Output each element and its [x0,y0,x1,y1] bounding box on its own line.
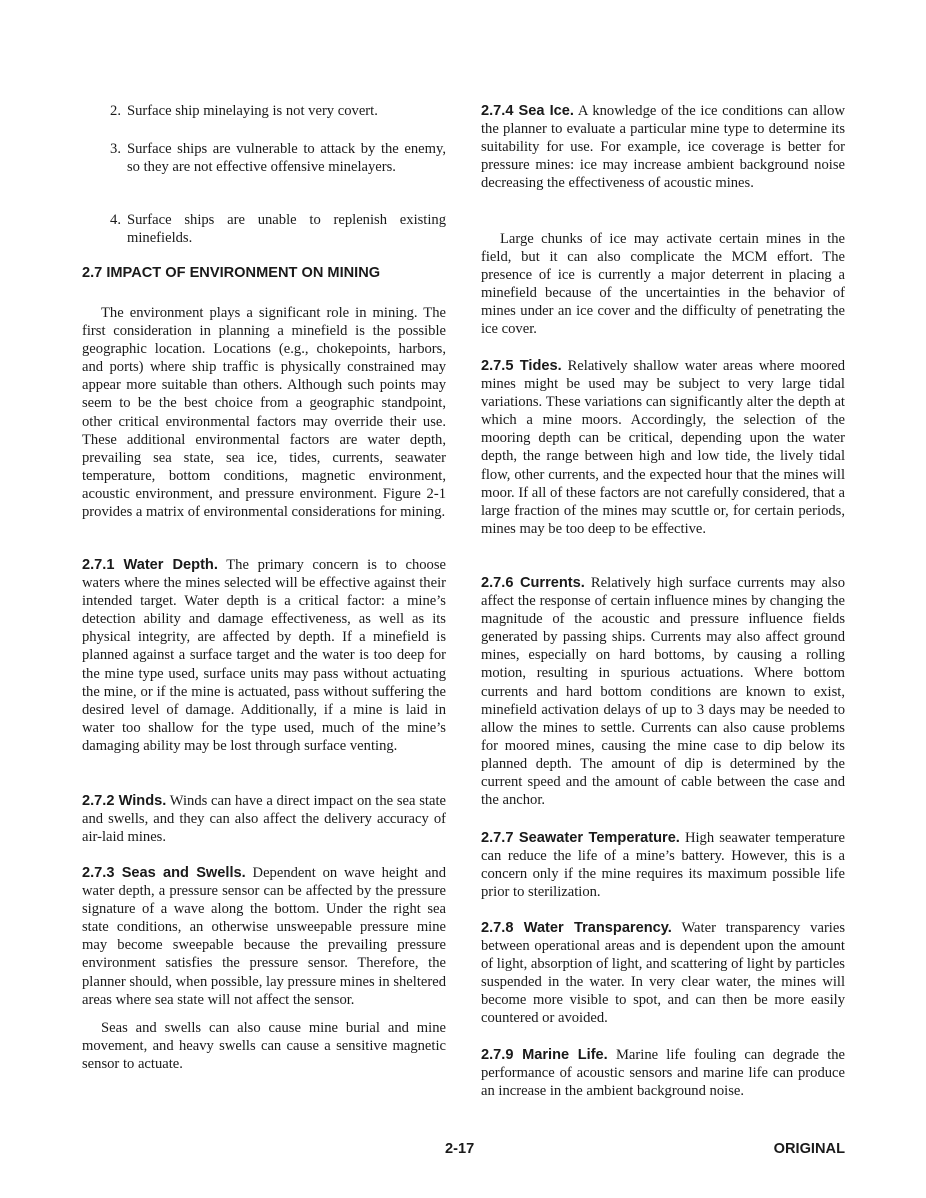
paragraph-winds [82,792,446,846]
paragraph-seawater-temperature [481,829,845,901]
paragraph-text: Marine life fouling can degrade the performance of acoustic sensors and marine life can produce an increase in the ambient background noise. [481,1047,845,1100]
subheading: 2.7.9 Marine Life. [481,1047,608,1063]
subheading: 2.7.8 Water Transparency. [481,920,672,936]
list-number: 2. [110,103,121,119]
paragraph-water-depth [82,556,446,755]
paragraph-text: Water transparency varies between operational areas and is dependent upon the amount of light, absorption of light, and scattering of light by particles suspended in the water. In very clear water, the mines will become more visible to spot, and can then be more easily countered or avoided. [481,920,846,1027]
list-item [82,140,446,176]
paragraph-text: Dependent on wave height and water depth, a pressure sensor can be affected by the pressure signature of a wave along the bottom. Under the right sea state conditions, an otherwise unsweepable pressure mine may become sweepable because the prevailing pressure environment satisfies the pressure sensor. Therefore, the planner should, when possible, lay pressure mines in sheltered areas where sea state will not affect the sensor. [82,865,446,1008]
list-item [82,211,446,247]
subheading: 2.7.3 Seas and Swells. [82,865,246,881]
page-number: 2-17 [445,1141,475,1157]
section-heading: 2.7 IMPACT OF ENVIRONMENT ON MINING [82,265,381,281]
paragraph-sea-ice-2: Large chunks of ice may activate certain mines in the field, but it can also complicate the MCM effort. The presence of ice is currently a major deterrent in placing a minefield because of the uncertainties in the behavior of mines under an ice cover and the difficulty of penetrating the ice cover. [481,231,845,338]
paragraph-text: A knowledge of the ice conditions can allow the planner to evaluate a particular mine type to determine its suitability for use. For example, ice coverage is better for pressure mines: ice may increase ambient background noise decreasing the effectiveness of acoustic mines. [481,103,846,192]
subheading: 2.7.7 Seawater Temperature. [481,830,680,846]
subheading: 2.7.5 Tides. [481,358,562,374]
paragraph-text: The primary concern is to choose waters where the mines selected will be effective against their intended target. Water depth is a critical factor: a mine’s detection ability and damage effectiveness, as well as its physical integrity, are affected by depth. If a minefield is planned against a surface target and the water is too deep for the mine type used, surface units may pass without actuating the mine, or if the mine is actuated, pass without suffering the desired level of damage. Additionally, if a mine is laid in water too shallow for the type used, much of the mine’s damaging ability may be lost through surface venting. [82,557,447,754]
paragraph-text: Relatively high surface currents may also affect the response of certain influence mines by changing the magnitude of the acoustic and pressure influence fields generated by passing ships. Currents may also affect ground mines, especially on hard bottoms, by causing a rolling motion, resulting in spurious actuations. Where bottom currents and hard bottom conditions are known to exist, minefield activation delays of up to 3 days may be needed to allow the mines to settle. Currents can also cause problems for moored mines, causing the mine case to dip below its planned depth. The amount of dip is determined by the current speed and the amount of cable between the case and the anchor. [481,575,846,809]
document-status: ORIGINAL [773,1141,845,1157]
subheading: 2.7.6 Currents. [481,575,585,591]
paragraph-tides [481,357,845,538]
paragraph-text: Relatively shallow water areas where moored mines might be used may be subject to very large tidal variations. These variations can significantly alter the depth at which a mine moors. Accordingly, the selection of the mooring depth can be critical, depending upon the water depth, the range between high and low tide, the lively tidal flow, other currents, and the expected hour that the mines will moor. If all of these factors are not carefully considered, that a large fraction of the mines may scuttle or, for certain periods, mines may be too deep to be effective. [481,358,845,537]
subheading: 2.7.4 Sea Ice. [481,103,574,119]
list-number: 3. [110,141,121,157]
list-item [82,102,446,120]
paragraph-text: High seawater temperature can reduce the life of a mine’s battery. However, this is a concern only if the mine requires its maximum possible life prior to sterilization. [481,830,845,901]
list-text: Surface ships are unable to replenish existing minefields. [127,212,446,247]
paragraph-currents [481,574,845,809]
paragraph-seas-swells-2: Seas and swells can also cause mine burial and mine movement, and heavy swells can cause a sensitive magnetic sensor to actuate. [82,1020,446,1073]
list-text: Surface ship minelaying is not very covert. [127,103,378,119]
paragraph-text: Winds can have a direct impact on the sea state and swells, and they can also affect the delivery accuracy of air-laid mines. [82,793,446,846]
intro-paragraph: The environment plays a significant role in mining. The first consideration in planning a minefield is the possible geographic location. Locations (e.g., chokepoints, harbors, and ports) where ship traffic is physically constrained may appear more suitable than others. Although such points may seem to be the best choice from a geographic standpoint, other critical environmental factors may override their use. These additional environmental factors are water depth, prevailing sea state, sea ice, tides, currents, seawater temperature, bottom conditions, magnetic environment, acoustic environment, and pressure environment. Figure 2-1 provides a matrix of environmental considerations for mining. [82,305,446,521]
subheading: 2.7.2 Winds. [82,793,167,809]
list-text: Surface ships are vulnerable to attack by the enemy, so they are not effective offensive minelayers. [127,141,446,176]
subheading: 2.7.1 Water Depth. [82,557,218,573]
paragraph-water-transparency [481,919,845,1028]
paragraph-seas-swells [82,864,446,1009]
paragraph-marine-life [481,1046,845,1100]
paragraph-sea-ice [481,102,845,192]
list-number: 4. [110,212,121,228]
